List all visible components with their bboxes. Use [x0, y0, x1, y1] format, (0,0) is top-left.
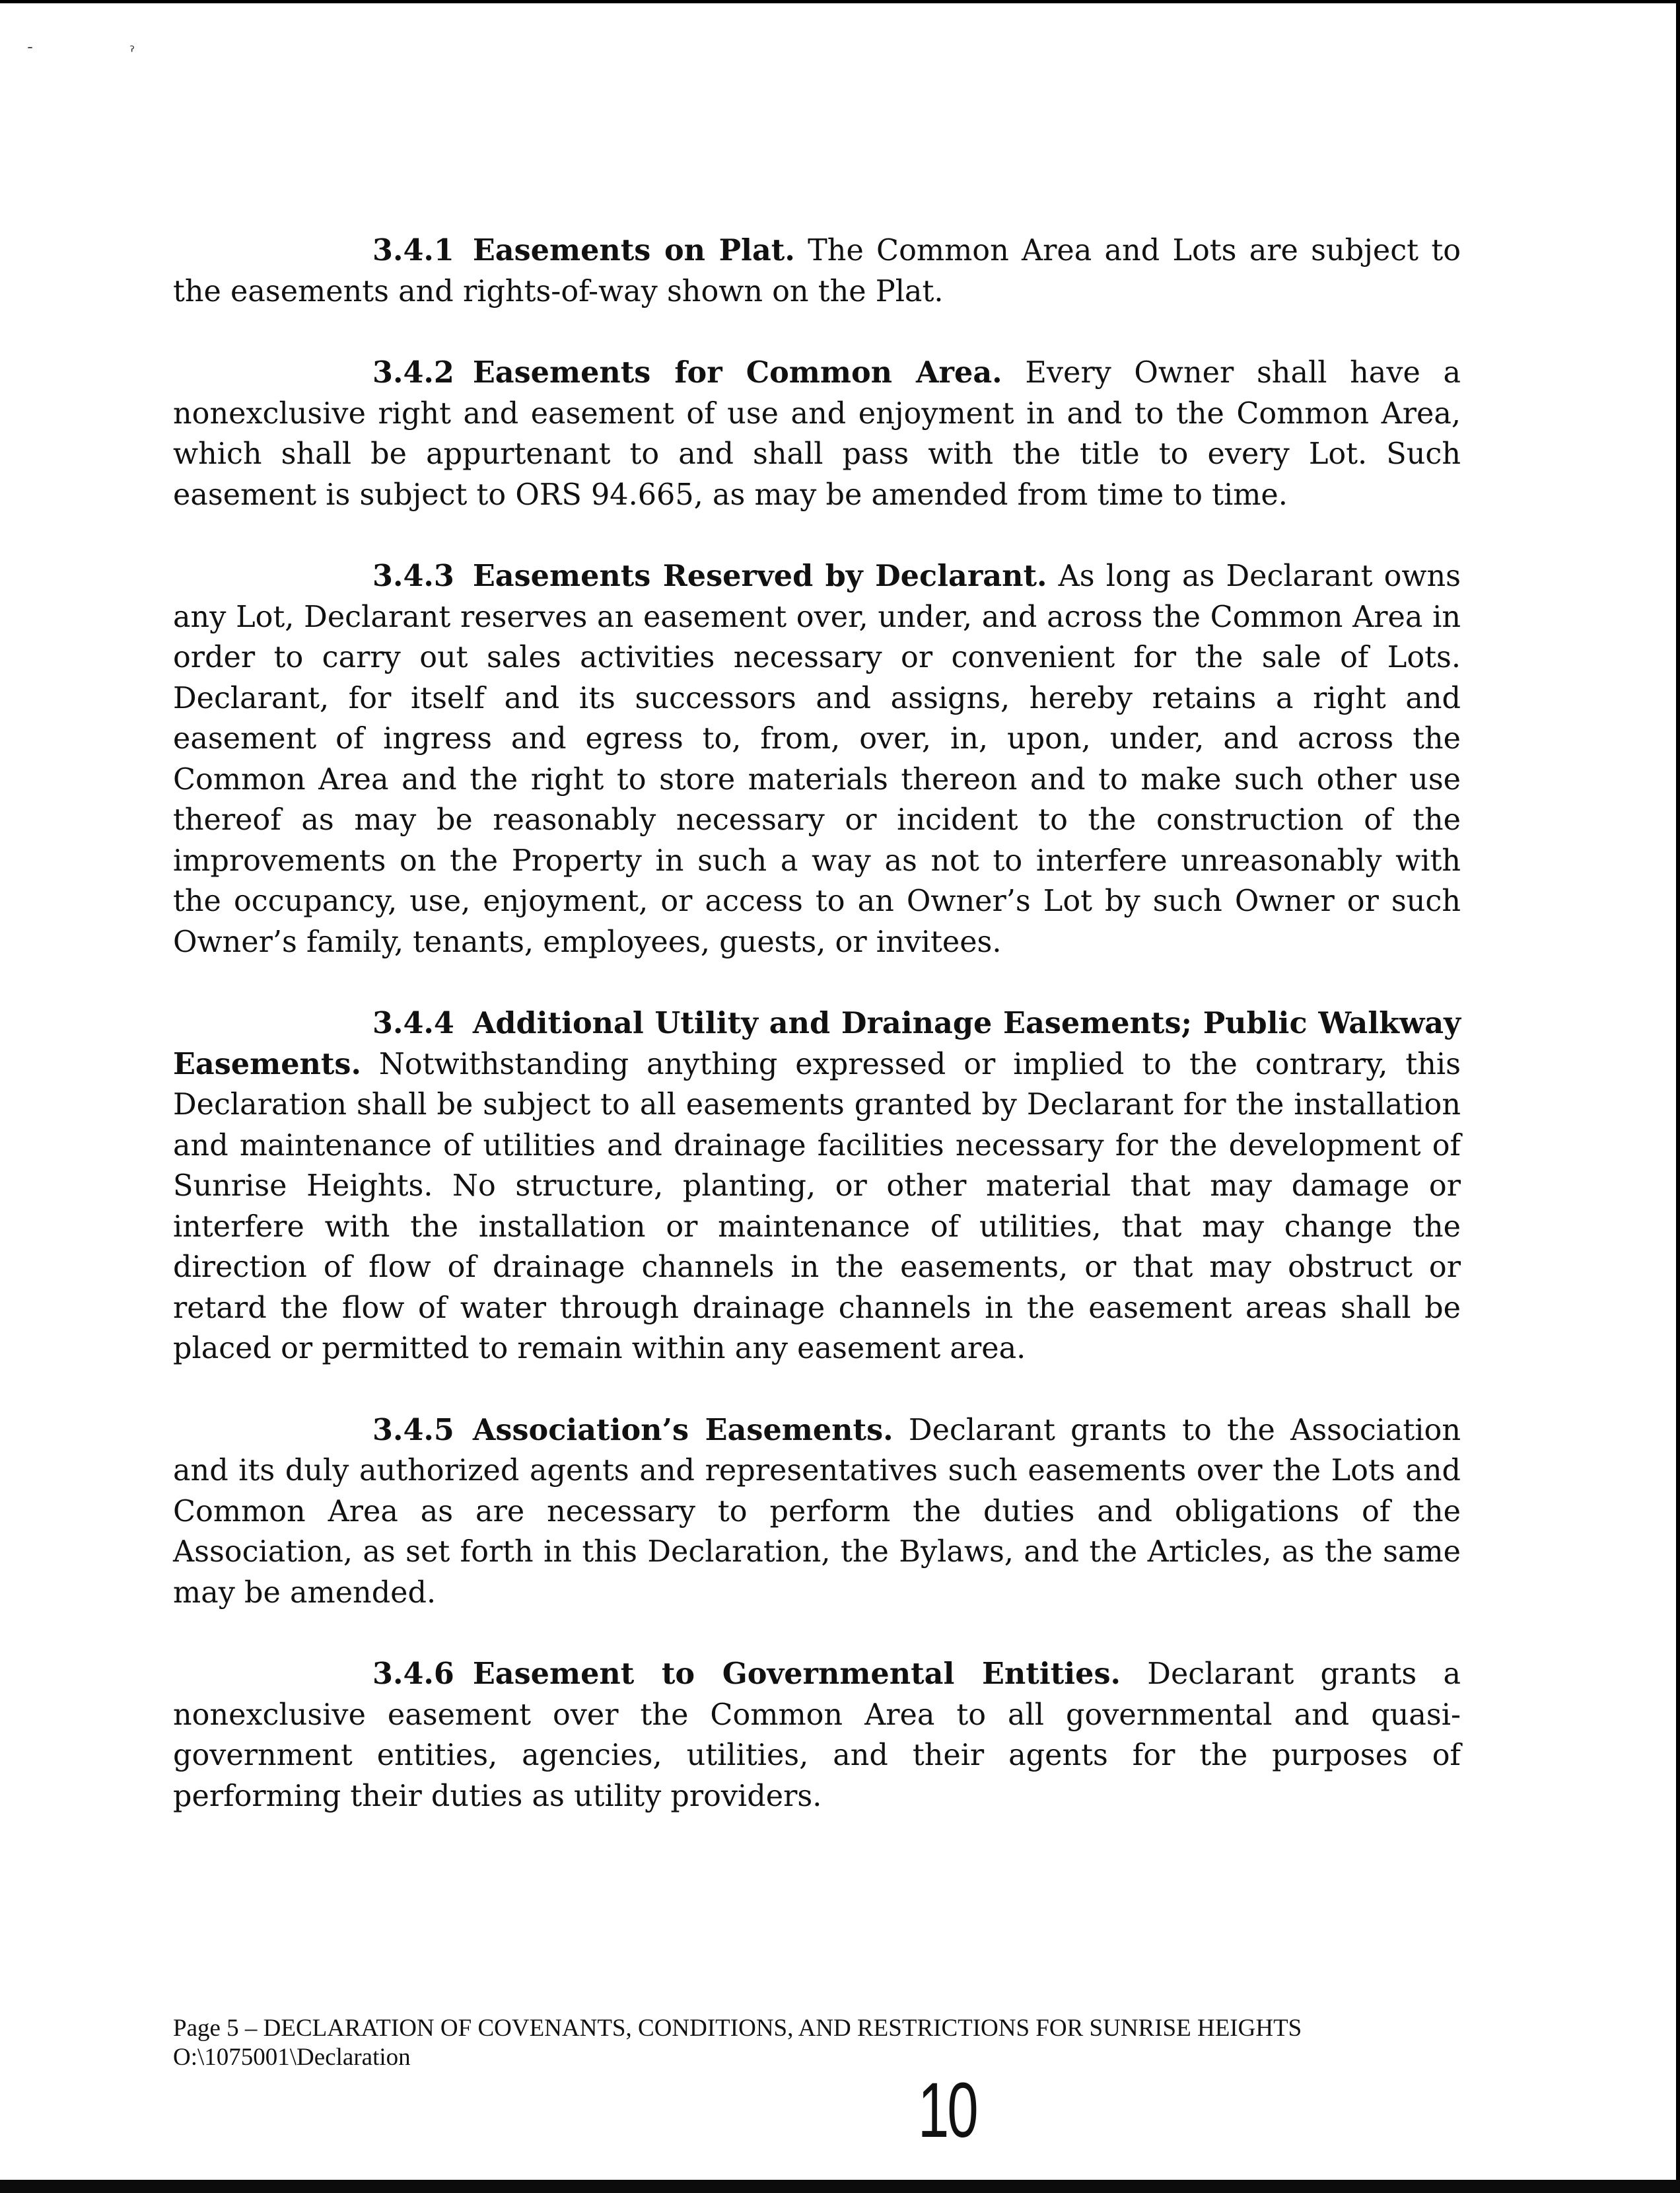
section-number: 3.4.3: [372, 559, 454, 593]
scan-mark: ˀ: [129, 44, 135, 61]
page-footer: [173, 2014, 1302, 2072]
section-text: As long as Declarant owns any Lot, Declarant reserves an easement over, under, and across the Common Area in order to carry out sales activities necessary or convenient for the sale of Lots. Declarant, for itself and its successors and assigns, hereby retains a right and easement of ingress and egress to, from, over, in, upon, under, and across the Common Area and the right to store materials thereon and to make such other use thereof as may be reasonably necessary or incident to the construction of the improvements on the Property in such a way as not to interfere unreasonably with the occupancy, use, enjoyment, or access to an Owner’s Lot by such Owner or such Owner’s family, tenants, employees, guests, or invitees.: [173, 559, 1461, 959]
section-number: 3.4.6: [372, 1657, 454, 1691]
section-3-4-2: [173, 353, 1461, 515]
scan-mark: ˉ: [26, 46, 34, 62]
section-3-4-3: [173, 556, 1461, 962]
footer-page-line: Page 5 – DECLARATION OF COVENANTS, CONDITIONS, AND RESTRICTIONS FOR SUNRISE HEIGHTS: [173, 2015, 1302, 2042]
section-heading: Association’s Easements.: [472, 1412, 893, 1447]
section-heading: Easements on Plat.: [472, 233, 795, 268]
section-heading: Additional Utility and Drainage Easements; Public Walkway Easements.: [173, 1006, 1461, 1081]
handwritten-page-number: 10: [918, 2067, 977, 2154]
section-3-4-4: [173, 1003, 1461, 1369]
section-text: Every Owner shall have a nonexclusive right and easement of use and enjoyment in and to the Common Area, which shall be appurtenant to and shall pass with the title to every Lot. Such easement is subject to ORS 94.665, as may be amended from time to time.: [173, 356, 1461, 512]
section-text: Notwithstanding anything expressed or implied to the contrary, this Declaration shall be subject to all easements granted by Declarant for the installation and maintenance of utilities and drainage facilities necessary for the development of Sunrise Heights. No structure, planting, or other material that may damage or interfere with the installation or maintenance of utilities, that may change the direction of flow of drainage channels in the easements, or that may obstruct or retard the flow of water through drainage channels in the easement areas shall be placed or permitted to remain within any easement area.: [173, 1047, 1461, 1365]
section-3-4-1: [173, 231, 1461, 312]
section-heading: Easement to Governmental Entities.: [472, 1657, 1121, 1691]
section-heading: Easements for Common Area.: [472, 355, 1002, 390]
scan-edge: [0, 2180, 1680, 2193]
document-body: [173, 231, 1461, 1857]
section-number: 3.4.2: [372, 355, 454, 390]
section-heading: Easements Reserved by Declarant.: [472, 559, 1047, 593]
section-text: Declarant grants to the Association and its duly authorized agents and representatives such easements over the Lots and Common Area as are necessary to perform the duties and obligations of the Association, as set forth in this Declaration, the Bylaws, and the Articles, as the same may be amended.: [173, 1413, 1461, 1610]
section-3-4-5: [173, 1410, 1461, 1614]
section-number: 3.4.5: [372, 1412, 454, 1447]
section-number: 3.4.1: [372, 233, 454, 268]
section-text: Declarant grants a nonexclusive easement over the Common Area to all governmental and quasi-government entities, agencies, utilities, and their agents for the purposes of performing their duties as utility providers.: [173, 1657, 1461, 1813]
section-number: 3.4.4: [372, 1006, 454, 1040]
section-text: The Common Area and Lots are subject to the easements and rights-of-way shown on the Plat.: [173, 234, 1461, 308]
footer-path-line: O:\1075001\Declaration: [173, 2044, 411, 2071]
section-3-4-6: [173, 1654, 1461, 1816]
